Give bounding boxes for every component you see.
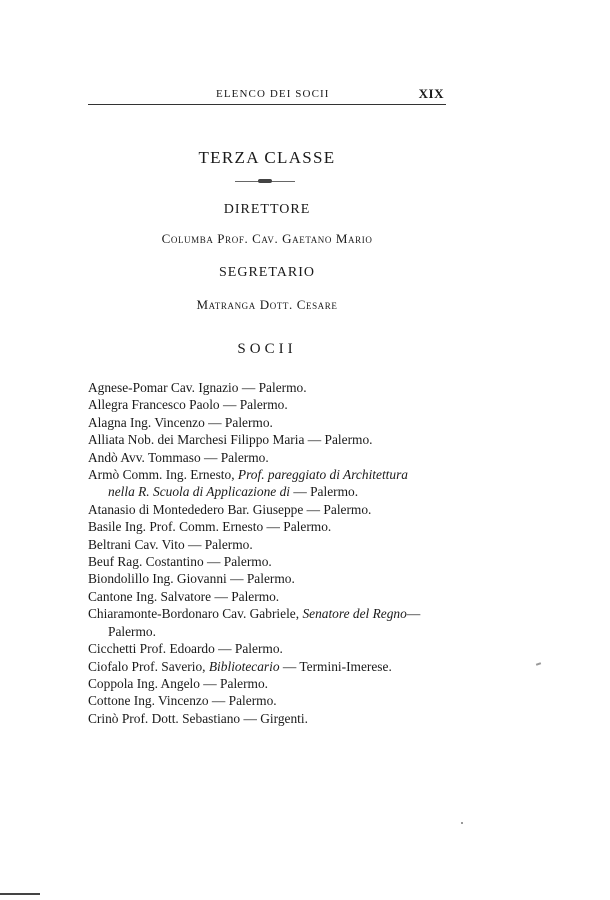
member-separator: — — [226, 571, 247, 587]
member-separator: — — [219, 397, 240, 413]
member-name: Basile Ing. Prof. Comm. Ernesto — [88, 519, 264, 535]
members-list — [88, 379, 458, 727]
member-name: Coppola Ing. Angelo — [88, 675, 200, 691]
member-place: Palermo. — [220, 675, 269, 691]
member-entry — [88, 536, 458, 553]
member-entry — [88, 640, 458, 657]
stray-mark — [461, 822, 463, 824]
member-entry — [88, 414, 458, 431]
member-place: Palermo. — [323, 501, 372, 517]
member-entry — [88, 431, 458, 448]
member-place: Palermo. — [283, 519, 332, 535]
member-place: Girgenti. — [260, 710, 308, 726]
member-place: Termini-Imerese. — [299, 658, 392, 674]
member-name: Biondolillo Ing. Giovanni — [88, 571, 227, 587]
member-separator: — — [240, 710, 261, 726]
member-name: Beltrani Cav. Vito — [88, 536, 185, 552]
member-separator: — — [303, 501, 324, 517]
member-separator: — — [208, 693, 229, 709]
director-role: DIRETTORE — [223, 202, 311, 217]
member-entry — [88, 466, 458, 483]
member-place: Palermo. — [258, 380, 307, 395]
member-name: Alliata Nob. dei Marchesi Filippo Maria — [88, 432, 305, 448]
member-title: nella R. Scuola di Applicazione di — [108, 484, 290, 500]
member-entry — [88, 675, 458, 692]
member-separator: — — [199, 675, 221, 691]
member-separator: — — [184, 536, 205, 552]
member-name: Cicchetti Prof. Edoardo — [88, 641, 215, 657]
member-separator: — — [204, 414, 225, 430]
member-title: Prof. pareggiato di Architettura — [237, 467, 408, 483]
member-place: Palermo. — [246, 571, 295, 587]
member-entry — [88, 483, 458, 500]
member-place: Palermo. — [239, 397, 288, 413]
member-separator: — — [238, 380, 259, 395]
member-place: Palermo. — [228, 693, 277, 709]
member-entry — [88, 658, 458, 675]
member-name: Atanasio di Montededero Bar. Giuseppe — [88, 501, 304, 517]
member-place: Palermo. — [224, 414, 273, 430]
ornament-dot — [258, 179, 272, 183]
member-place: Palermo. — [204, 536, 253, 552]
member-place: Palermo. — [234, 641, 283, 657]
member-entry — [88, 379, 458, 396]
member-name: Ciofalo Prof. Saverio, — [88, 658, 209, 674]
member-separator: — — [211, 588, 232, 604]
member-name: Chiaramonte-Bordonaro Cav. Gabriele, — [88, 606, 303, 622]
member-separator: — — [290, 484, 311, 500]
member-place: Palermo. — [108, 623, 156, 639]
member-separator: — — [263, 519, 284, 535]
header-rule — [88, 104, 446, 105]
member-entry — [88, 710, 458, 727]
secretary-role: SEGRETARIO — [219, 265, 315, 280]
member-separator: — — [200, 449, 221, 465]
member-title: Bibliotecario — [208, 658, 280, 674]
member-name: Agnese-Pomar Cav. Ignazio — [88, 380, 239, 395]
running-title: ELENCO DEI SOCII — [216, 88, 330, 100]
member-name: Cottone Ing. Vincenzo — [88, 693, 209, 709]
member-entry — [88, 396, 458, 413]
member-name: Alagna Ing. Vincenzo — [88, 414, 205, 430]
member-place: Palermo. — [231, 588, 280, 604]
members-heading: SOCII — [237, 341, 297, 357]
page-edge-mark — [0, 893, 40, 895]
member-name: Beuf Rag. Costantino — [88, 554, 204, 570]
member-entry — [88, 518, 458, 535]
member-place: Palermo. — [310, 484, 359, 500]
member-name: Allegra Francesco Paolo — [88, 397, 220, 413]
member-entry — [88, 501, 458, 518]
member-separator: — — [304, 432, 325, 448]
member-place: Palermo. — [220, 449, 269, 465]
page-number: XIX — [418, 86, 444, 101]
running-head — [88, 86, 446, 104]
member-entry — [88, 623, 458, 640]
member-entry — [88, 553, 458, 570]
member-separator: — — [214, 641, 235, 657]
member-name: Armò Comm. Ing. Ernesto, — [88, 467, 238, 483]
member-entry — [88, 692, 458, 709]
director-name: Columba Prof. Cav. Gaetano Mario — [161, 231, 373, 246]
member-title: Senatore del Regno — [302, 606, 407, 622]
member-name: Andò Avv. Tommaso — [88, 449, 201, 465]
secretary-name: Matranga Dott. Cesare — [196, 297, 338, 312]
member-name: Cantone Ing. Salvatore — [88, 588, 212, 604]
member-place: Palermo. — [324, 432, 373, 448]
member-place: Palermo. — [223, 554, 272, 570]
member-entry — [88, 605, 458, 622]
member-separator: — — [406, 606, 421, 622]
section-heading: TERZA CLASSE — [198, 148, 336, 167]
stray-mark — [536, 662, 541, 666]
member-entry — [88, 570, 458, 587]
member-separator: — — [203, 554, 224, 570]
member-entry — [88, 588, 458, 605]
member-name: Crinò Prof. Dott. Sebastiano — [88, 710, 241, 726]
member-entry — [88, 449, 458, 466]
member-separator: — — [279, 658, 300, 674]
